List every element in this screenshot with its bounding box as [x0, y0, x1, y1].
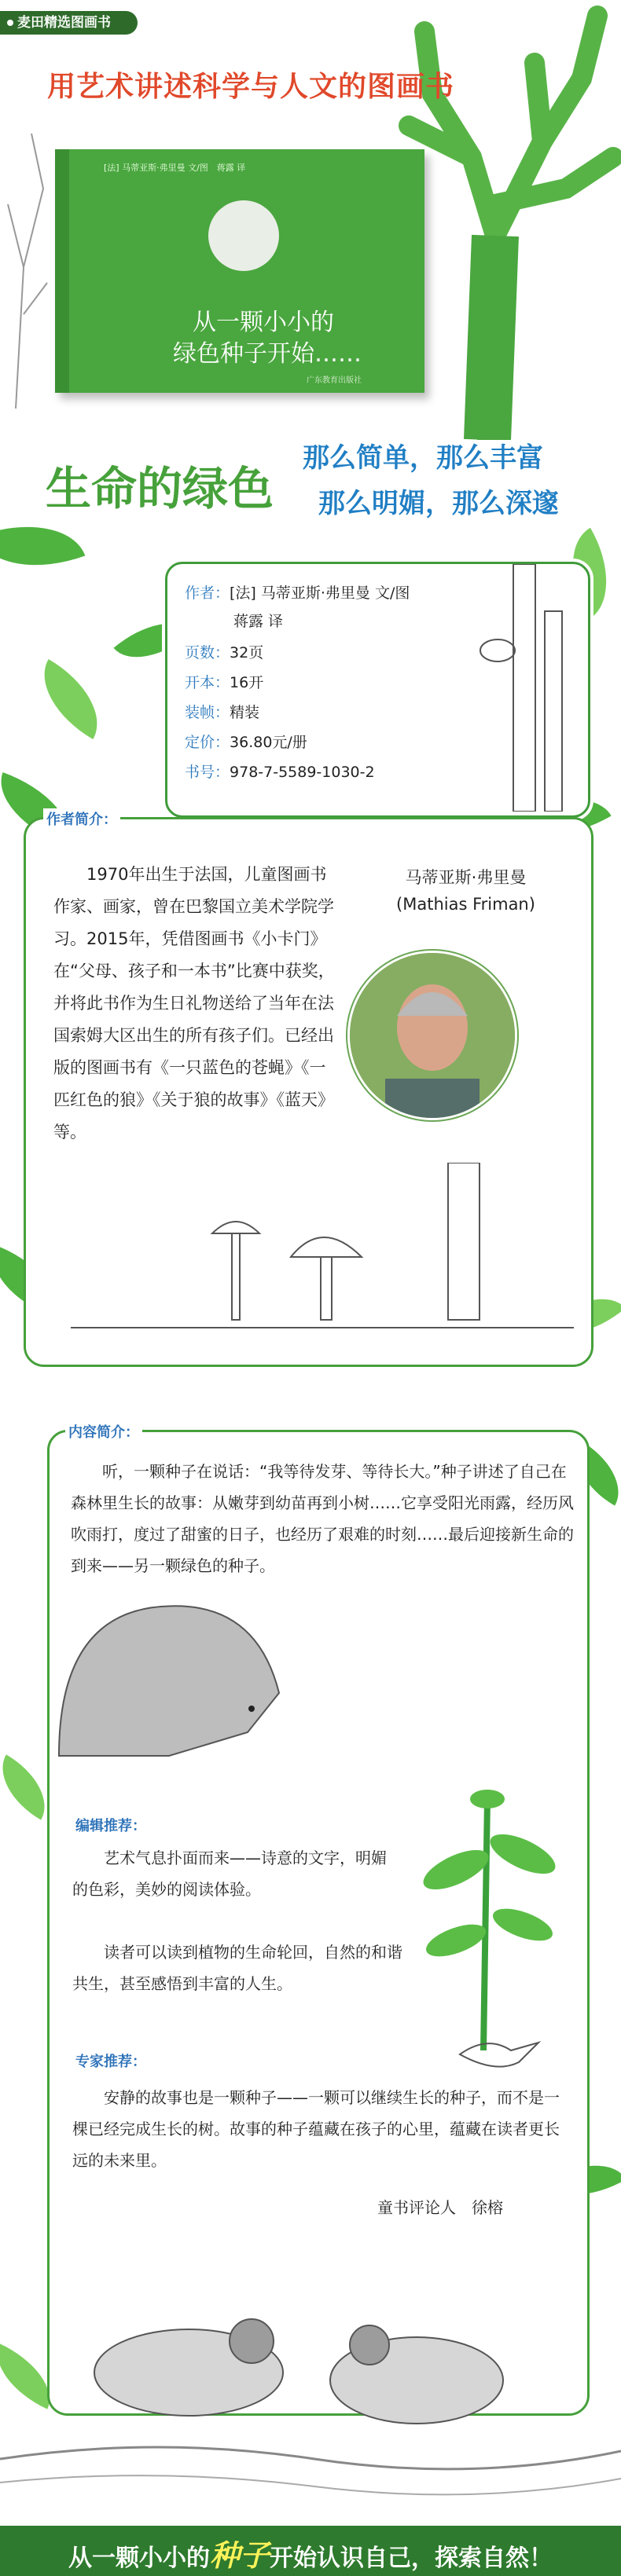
- slogan-line2: 那么明媚，那么深邃: [318, 488, 559, 519]
- info-binding-value: 精装: [230, 704, 260, 721]
- info-pages: [185, 641, 263, 662]
- bullet-icon: [7, 20, 13, 26]
- info-author: [185, 581, 410, 603]
- author-name-en: (Mathias Friman): [396, 895, 535, 914]
- book-publisher: 广东教育出版社: [307, 376, 362, 385]
- info-isbn: [185, 760, 375, 782]
- content-summary: 听，一颗种子在说话：“我等待发芽、等待长大。”种子讲述了自己在森林里生长的故事：从嫩芽到幼苗再到小树……它享受阳光雨露，经历风吹雨打，度过了甜蜜的日子，也经历了艰难的时刻……最后迎接新生命的到来——另一颗绿色的种子。: [71, 1462, 574, 1575]
- info-pages-label: 页数：: [185, 644, 230, 661]
- mushroom-sketch: [71, 1163, 574, 1359]
- author-name: [377, 864, 554, 918]
- info-isbn-label: 书号：: [185, 764, 230, 781]
- book-info-card: [165, 562, 590, 818]
- author-badge: 作者简介：: [43, 808, 120, 829]
- info-binding: [185, 701, 259, 722]
- book-title-line2: 绿色种子开始……: [173, 340, 362, 368]
- book-cover-illustration: [208, 200, 279, 271]
- editor-badge: 编辑推荐：: [72, 1815, 149, 1835]
- green-title: 生命的绿色: [46, 462, 274, 515]
- footer-post: 开始认识自己，探索自然！: [270, 2545, 553, 2572]
- content-badge: 内容简介：: [65, 1421, 142, 1442]
- info-isbn-value: 978-7-5589-1030-2: [230, 764, 375, 781]
- info-format-value: 16开: [230, 674, 264, 691]
- info-format-label: 开本：: [185, 674, 230, 691]
- author-name-cn: 马蒂亚斯·弗里曼: [405, 868, 527, 887]
- author-bio: 1970年出生于法国，儿童图画书作家、画家，曾在巴黎国立美术学院学习。2015年，凭借图画书《小卡门》在“父母、孩子和一本书”比赛中获奖，并将此书作为生日礼物送给了当年在法国索姆大区出生的所有孩子们。已经出版的图画书有《一只蓝色的苍蝇》《一匹红色的狼》《关于狼的故事》《蓝天》等。: [53, 865, 335, 1141]
- sketch-tree-illustration: [0, 110, 55, 409]
- editor-text-1: 艺术气息扑面而来——诗意的文字，明媚的色彩，美妙的阅读体验。: [72, 1849, 387, 1899]
- info-binding-label: 装帧：: [185, 704, 230, 721]
- person-illustration: [350, 953, 515, 1118]
- footer-slogan: [0, 2531, 621, 2574]
- info-translator: 蒋露 译: [233, 613, 284, 630]
- info-author-value: [法] 马蒂亚斯·弗里曼 文/图: [230, 584, 410, 602]
- editor-text-2: 读者可以读到植物的生命轮回，自然的和谐共生，甚至感悟到丰富的人生。: [72, 1943, 402, 1993]
- sketch-forest-illustration: [466, 564, 584, 812]
- info-pages-value: 32页: [230, 644, 264, 661]
- book-cover-credits: [法] 马蒂亚斯·弗里曼 文/图 蒋露 译: [104, 163, 246, 173]
- page-headline: 用艺术讲述科学与人文的图画书: [47, 71, 455, 103]
- info-format: [185, 671, 263, 692]
- expert-signature: 童书评论人 徐榕: [377, 2198, 503, 2217]
- info-price-value: 36.80元/册: [230, 734, 307, 751]
- info-price: [185, 731, 307, 752]
- leaf-decoration: [25, 659, 117, 739]
- author-photo: [347, 951, 517, 1120]
- book-title-line1: 从一颗小小的: [193, 309, 334, 336]
- book-spine: [55, 149, 69, 393]
- footer-pre: 从一颗小小的: [68, 2545, 210, 2572]
- info-author-label: 作者：: [185, 584, 230, 602]
- brand-tab: [0, 11, 138, 35]
- footer-highlight: 种子: [209, 2538, 270, 2573]
- sparrows-sketch: [0, 2278, 621, 2522]
- plant-illustration: [409, 1768, 566, 2050]
- expert-badge: 专家推荐：: [72, 2050, 149, 2071]
- expert-text: 安静的故事也是一颗种子——一颗可以继续生长的种子，而不是一棵已经完成生长的树。故事的种子蕴藏在孩子的心里，蕴藏在读者更长远的未来里。: [72, 2088, 560, 2170]
- bear-sketch: [51, 1583, 287, 1764]
- slogan-line1: 那么简单，那么丰富: [303, 442, 543, 474]
- info-price-label: 定价：: [185, 734, 230, 751]
- brand-label: 麦田精选图画书: [17, 15, 111, 31]
- bird-sketch: [456, 2027, 542, 2082]
